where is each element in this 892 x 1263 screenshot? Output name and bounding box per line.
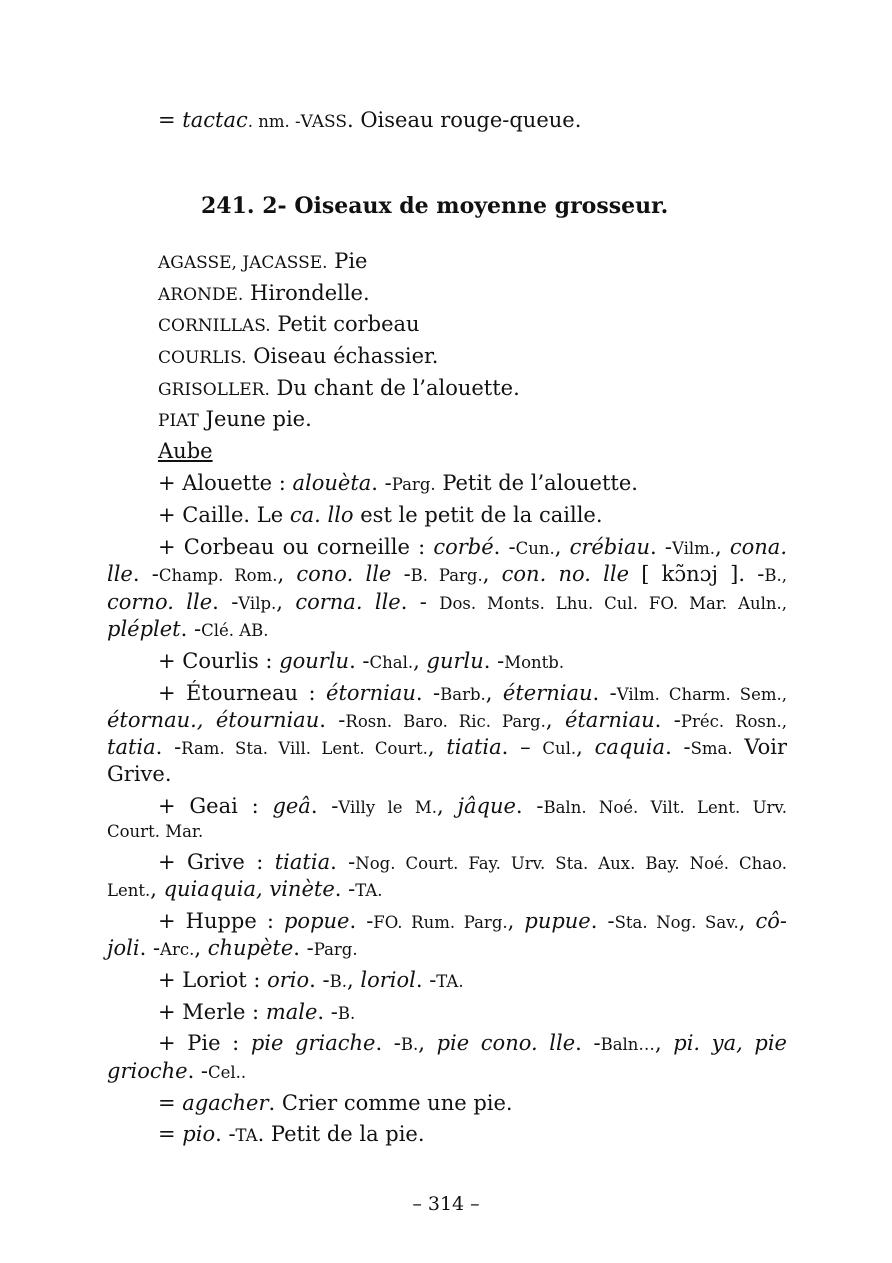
- text-fragment: + Loriot :: [158, 968, 268, 992]
- text-fragment: -: [391, 562, 411, 586]
- text-fragment: . -: [400, 590, 440, 614]
- entry-etourneau-line-3: [107, 734, 787, 762]
- text-fragment: tatia: [107, 735, 156, 759]
- text-fragment: cô-: [755, 909, 787, 933]
- text-fragment: B.,: [764, 566, 787, 585]
- text-fragment: éterniau: [502, 681, 593, 705]
- text-fragment: . -: [575, 1031, 601, 1055]
- text-fragment: Montb.: [504, 653, 565, 672]
- text-fragment: ,: [738, 909, 756, 933]
- text-fragment: Sma.: [690, 739, 733, 758]
- text-fragment: tiatia: [446, 735, 502, 759]
- text-fragment: . -: [212, 590, 239, 614]
- entry-text: . nm. -: [247, 112, 301, 131]
- text-fragment: Préc. Rosn.,: [680, 712, 787, 731]
- page-number: – 314 –: [412, 1193, 480, 1215]
- text-fragment: + Étourneau :: [158, 681, 327, 705]
- definition: Du chant de l’alouette.: [269, 376, 520, 400]
- entry-corbeau-line-4: [107, 616, 269, 644]
- text-fragment: ,: [277, 562, 297, 586]
- text-fragment: . -: [139, 936, 161, 960]
- text-fragment: gurlu: [426, 649, 484, 673]
- entry-geai-line-2: [107, 819, 203, 845]
- text-fragment: Parg.: [391, 475, 436, 494]
- text-fragment: Parg.: [313, 940, 358, 959]
- entry-agacher: [158, 1090, 513, 1116]
- equals-sign: =: [158, 108, 176, 132]
- definition: Hirondelle.: [243, 281, 370, 305]
- text-fragment: cona.: [729, 535, 787, 559]
- entry-corbeau-line-2: [107, 561, 787, 589]
- text-fragment: Sta. Nog. Sav.: [614, 913, 739, 932]
- text-fragment: Court. Mar.: [107, 822, 204, 841]
- text-fragment: Dos. Monts. Lhu. Cul. FO. Mar. Auln.,: [439, 594, 788, 613]
- entry-corbeau-line-3: [107, 589, 787, 617]
- french-term: GRISOLLER.: [158, 380, 270, 400]
- text-fragment: pléplet: [107, 617, 181, 641]
- text-fragment: Voir: [732, 735, 788, 759]
- text-fragment: . -: [515, 794, 544, 818]
- text-fragment: orio: [267, 968, 310, 992]
- text-fragment: B.: [400, 1035, 419, 1054]
- text-fragment: ,: [150, 877, 164, 901]
- text-fragment: Arc.: [160, 940, 195, 959]
- text-fragment: crébiau: [569, 535, 650, 559]
- text-fragment: [ kɔ̃nɔj ]. -: [629, 562, 765, 586]
- text-fragment: pie cono. lle: [436, 1031, 576, 1055]
- entry-pio: [158, 1121, 425, 1149]
- list-item: [158, 280, 370, 308]
- text-fragment: . -: [155, 735, 182, 759]
- text-fragment: ,: [485, 681, 503, 705]
- text-fragment: . –: [501, 735, 543, 759]
- text-fragment: ,: [194, 936, 208, 960]
- text-fragment: joli: [107, 936, 140, 960]
- definition: Pie: [327, 249, 368, 273]
- text-fragment: . -: [187, 1059, 209, 1083]
- entry-text: . Oiseau rouge-queue.: [346, 108, 582, 132]
- region-subheading: Aube: [158, 439, 213, 463]
- text-fragment: + Merle :: [158, 1000, 266, 1024]
- text-fragment: . Petit de la pie.: [257, 1122, 425, 1146]
- text-fragment: ,: [554, 535, 570, 559]
- text-fragment: Lent.: [107, 881, 151, 900]
- text-fragment: grioche: [107, 1059, 188, 1083]
- definition: Oiseau échassier.: [246, 344, 439, 368]
- entry-pie-line-2: [107, 1058, 246, 1086]
- text-fragment: gourlu: [279, 649, 350, 673]
- definition: Petit corbeau: [270, 312, 420, 336]
- list-item: [158, 248, 367, 276]
- source-abbrev: VASS: [300, 112, 347, 132]
- text-fragment: cono. lle: [296, 562, 392, 586]
- tactac-entry: [158, 107, 581, 135]
- text-fragment: ,: [418, 1031, 437, 1055]
- section-heading: 241. 2- Oiseaux de moyenne grosseur.: [201, 193, 669, 219]
- text-fragment: con. no. lle: [501, 562, 630, 586]
- text-fragment: + Geai :: [158, 794, 273, 818]
- text-fragment: ,: [715, 535, 730, 559]
- text-fragment: . -: [592, 681, 617, 705]
- text-fragment: . -: [334, 877, 356, 901]
- text-fragment: + Huppe :: [158, 909, 284, 933]
- text-fragment: Clé. AB.: [201, 621, 269, 640]
- text-fragment: chupète: [207, 936, 294, 960]
- text-fragment: Nog. Court. Fay. Urv. Sta. Aux. Bay. Noé. Chao.: [355, 854, 787, 873]
- text-fragment: agacher: [182, 1091, 269, 1115]
- text-fragment: Petit de l’alouette.: [435, 471, 638, 495]
- text-fragment: étarniau: [564, 708, 655, 732]
- french-term: AGASSE, JACASSE.: [158, 253, 328, 273]
- text-fragment: Vilm.: [671, 539, 716, 558]
- text-fragment: Baln. Noé. Vilt. Lent. Urv.: [543, 798, 788, 817]
- text-fragment: TA.: [355, 881, 383, 900]
- text-fragment: ,: [347, 968, 361, 992]
- text-fragment: Chal.: [369, 653, 414, 672]
- text-fragment: B.: [337, 1004, 356, 1023]
- text-fragment: ,: [276, 590, 296, 614]
- text-fragment: ,: [482, 562, 502, 586]
- text-fragment: . -: [349, 649, 370, 673]
- text-fragment: pupue: [524, 909, 591, 933]
- text-fragment: . -: [654, 708, 681, 732]
- text-fragment: Vilm. Charm. Sem.,: [616, 685, 787, 704]
- text-fragment: ,: [576, 735, 595, 759]
- entry-merle: [158, 999, 355, 1027]
- entry-etourneau-line-1: [107, 680, 787, 708]
- text-fragment: . -: [483, 649, 505, 673]
- text-fragment: pie griache: [250, 1031, 376, 1055]
- text-fragment: tiatia: [274, 850, 331, 874]
- text-fragment: . Crier comme une pie.: [268, 1091, 513, 1115]
- text-fragment: + Corbeau ou corneille :: [158, 535, 434, 559]
- text-fragment: . -: [215, 1122, 236, 1146]
- list-item: [158, 375, 520, 403]
- text-fragment: TA: [235, 1126, 258, 1145]
- text-fragment: . -: [180, 617, 202, 641]
- text-fragment: ca. llo: [289, 503, 354, 527]
- text-fragment: pio: [182, 1122, 216, 1146]
- list-item: [158, 406, 312, 434]
- text-fragment: Champ. Rom.: [158, 566, 278, 585]
- french-term: CORNILLAS.: [158, 316, 271, 336]
- text-fragment: pi. ya, pie: [673, 1031, 787, 1055]
- text-fragment: Villy le M.: [338, 798, 438, 817]
- text-fragment: . -: [415, 681, 441, 705]
- entry-etourneau-line-2: [107, 707, 787, 735]
- french-term: COURLIS.: [158, 348, 247, 368]
- text-fragment: Cun.: [515, 539, 555, 558]
- text-fragment: male: [265, 1000, 318, 1024]
- text-fragment: . -: [309, 968, 330, 992]
- entry-loriot: [158, 967, 464, 995]
- text-fragment: alouèta: [292, 471, 372, 495]
- text-fragment: Vilp.: [238, 594, 277, 613]
- text-fragment: jâque: [457, 794, 516, 818]
- text-fragment: corbé: [433, 535, 494, 559]
- text-fragment: lle: [107, 562, 133, 586]
- text-fragment: . -: [349, 909, 374, 933]
- entry-corbeau-line-1: [107, 534, 787, 562]
- text-fragment: =: [158, 1122, 183, 1146]
- text-fragment: . -: [665, 735, 691, 759]
- text-fragment: =: [158, 1091, 183, 1115]
- text-fragment: . -: [493, 535, 516, 559]
- text-fragment: TA.: [436, 972, 464, 991]
- entry-huppe-line-2: [107, 935, 358, 963]
- text-fragment: + Alouette :: [158, 471, 293, 495]
- text-fragment: . -: [375, 1031, 401, 1055]
- list-item: [158, 311, 420, 339]
- text-fragment: . -: [415, 968, 437, 992]
- text-fragment: caquia: [594, 735, 666, 759]
- text-fragment: . -: [371, 471, 392, 495]
- text-fragment: quiaquia, vinète: [163, 877, 335, 901]
- text-fragment: corno. lle: [107, 590, 213, 614]
- text-fragment: Cul.: [542, 739, 577, 758]
- text-fragment: + Caille. Le: [158, 503, 290, 527]
- text-fragment: étornau., étourniau: [107, 708, 320, 732]
- text-fragment: + Pie :: [158, 1031, 251, 1055]
- text-fragment: ,: [507, 909, 525, 933]
- entry-huppe-line-1: [107, 908, 787, 936]
- text-fragment: ,: [427, 735, 447, 759]
- text-fragment: . -: [132, 562, 159, 586]
- text-fragment: B. Parg.: [410, 566, 483, 585]
- text-fragment: . -: [317, 1000, 338, 1024]
- text-fragment: est le petit de la caille.: [353, 503, 603, 527]
- entry-courlis: [158, 648, 564, 676]
- text-fragment: Rosn. Baro. Ric. Parg.: [345, 712, 546, 731]
- text-fragment: . -: [330, 850, 356, 874]
- list-item: [158, 343, 438, 371]
- text-fragment: Barb.: [440, 685, 486, 704]
- entry-pie-line-1: [107, 1030, 787, 1058]
- text-fragment: Baln…: [600, 1035, 655, 1054]
- dialect-term: tactac: [182, 108, 248, 132]
- text-fragment: . -: [310, 794, 339, 818]
- text-fragment: ,: [545, 708, 565, 732]
- entry-alouette: [158, 470, 638, 498]
- entry-grive-line-1: [107, 849, 787, 877]
- text-fragment: + Grive :: [158, 850, 275, 874]
- definition: Jeune pie.: [198, 407, 312, 431]
- text-fragment: étorniau: [326, 681, 416, 705]
- text-fragment: B.: [329, 972, 347, 991]
- text-fragment: loriol: [360, 968, 416, 992]
- text-fragment: + Courlis :: [158, 649, 280, 673]
- text-fragment: popue: [283, 909, 350, 933]
- french-term: PIAT: [158, 411, 199, 431]
- french-term: ARONDE.: [158, 285, 244, 305]
- text-fragment: Cel..: [208, 1063, 247, 1082]
- text-fragment: FO. Rum. Parg.: [373, 913, 508, 932]
- text-fragment: . -: [650, 535, 672, 559]
- entry-caille: [158, 502, 603, 528]
- text-fragment: Ram. Sta. Vill. Lent. Court.: [181, 739, 428, 758]
- entry-geai-line-1: [107, 793, 787, 821]
- text-fragment: ,: [437, 794, 458, 818]
- text-fragment: geâ: [272, 794, 311, 818]
- text-fragment: Grive.: [107, 762, 172, 786]
- text-fragment: ,: [654, 1031, 674, 1055]
- entry-etourneau-line-4: [107, 761, 172, 787]
- text-fragment: . -: [293, 936, 314, 960]
- text-fragment: . -: [590, 909, 615, 933]
- entry-grive-line-2: [107, 876, 382, 904]
- text-fragment: corna. lle: [295, 590, 401, 614]
- text-fragment: ,: [413, 649, 427, 673]
- text-fragment: . -: [319, 708, 346, 732]
